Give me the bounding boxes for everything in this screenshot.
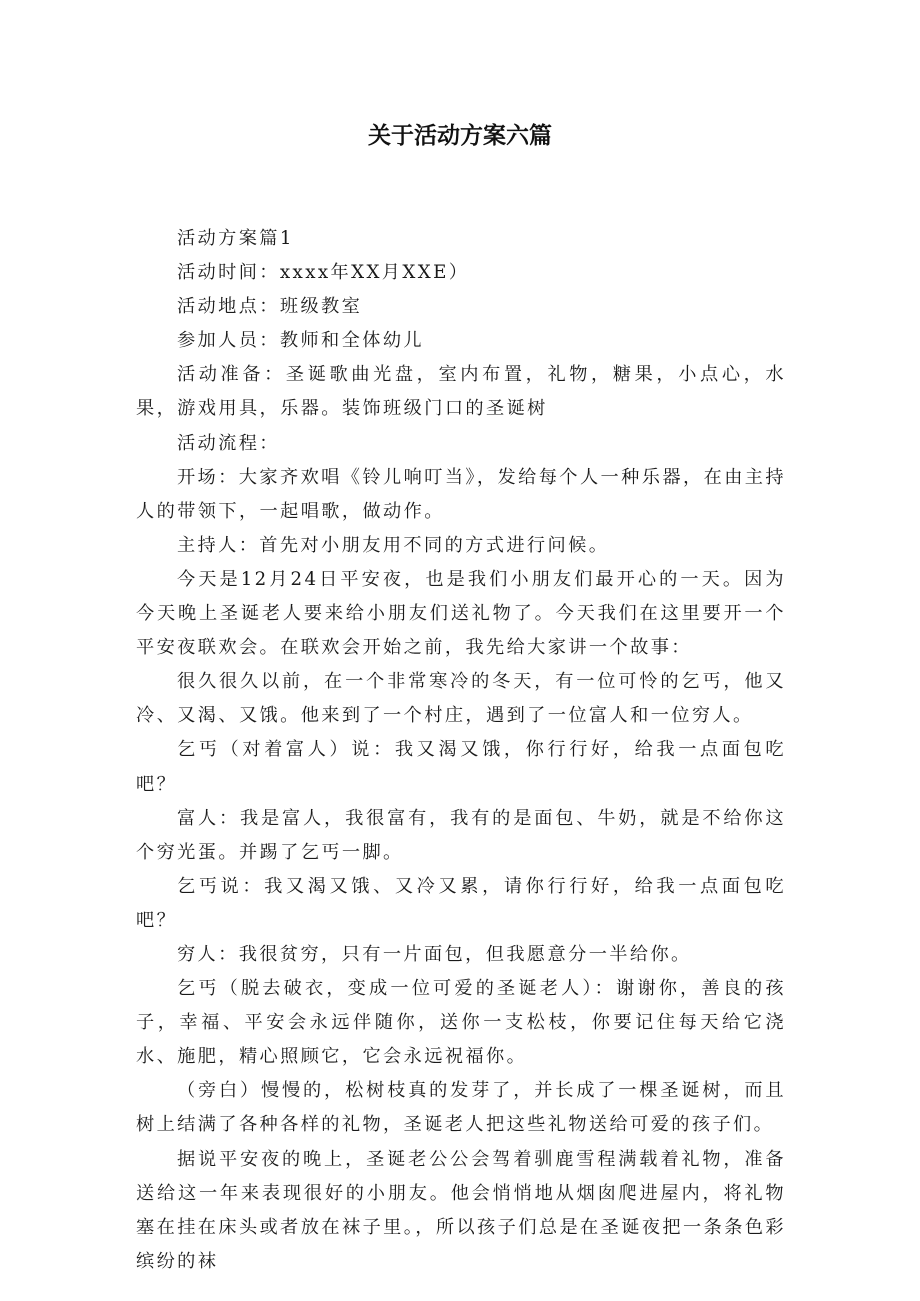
paragraph: 穷人：我很贫穷，只有一片面包，但我愿意分一半给你。 <box>176 943 692 965</box>
paragraph-preparation: 活动准备：圣诞歌曲光盘，室内布置，礼物，糖果，小点心，水果，游戏用具，乐器。装饰班级门口的圣诞树 <box>136 364 786 420</box>
paragraph: 富人：我是富人，我很富有，我有的是面包、牛奶，就是不给你这个穷光蛋。并踢了乞丐一脚。 <box>136 807 786 863</box>
paragraph-process-heading: 活动流程： <box>176 432 280 454</box>
document-title: 关于活动方案六篇 <box>368 123 552 149</box>
paragraph: 据说平安夜的晚上，圣诞老公公会驾着驯鹿雪程满载着礼物，准备送给这一年来表现很好的小朋友。他会悄悄地从烟囱爬进屋内，将礼物塞在挂在床头或者放在袜子里。，所以孩子们总是在圣诞夜把一条条色彩缤纷的袜 <box>136 1148 786 1272</box>
paragraph: 很久很久以前，在一个非常寒冷的冬天，有一位可怜的乞丐，他又冷、又渴、又饿。他来到了一个村庄，遇到了一位富人和一位穷人。 <box>136 671 786 727</box>
paragraph-activity-location: 活动地点：班级教室 <box>176 296 363 318</box>
paragraph-participants: 参加人员：教师和全体幼儿 <box>176 330 424 352</box>
paragraph: 今天是12月24日平安夜，也是我们小朋友们最开心的一天。因为今天晚上圣诞老人要来给小朋友们送礼物了。今天我们在这里要开一个平安夜联欢会。在联欢会开始之前，我先给大家讲一个故事： <box>136 568 786 659</box>
section-heading: 活动方案篇1 <box>176 228 294 249</box>
paragraph-activity-time: 活动时间：xxxx年XX月XXE） <box>176 262 470 284</box>
paragraph: （旁白）慢慢的，松树枝真的发芽了，并长成了一棵圣诞树，而且树上结满了各种各样的礼物，圣诞老人把这些礼物送给可爱的孩子们。 <box>136 1080 786 1136</box>
paragraph: 主持人：首先对小朋友用不同的方式进行问候。 <box>176 534 610 556</box>
paragraph: 乞丐（脱去破衣，变成一位可爱的圣诞老人）：谢谢你，善良的孩子，幸福、平安会永远伴随你，送你一支松枝，你要记住每天给它浇水、施肥，精心照顾它，它会永远祝福你。 <box>136 978 786 1068</box>
paragraph: 开场：大家齐欢唱《铃儿响叮当》，发给每个人一种乐器，在由主持人的带领下，一起唱歌，做动作。 <box>136 466 786 522</box>
document-body <box>136 222 786 1279</box>
paragraph: 乞丐（对着富人）说：我又渴又饿，你行行好，给我一点面包吃吧？ <box>136 739 786 795</box>
paragraph: 乞丐说：我又渴又饿、又冷又累，请你行行好，给我一点面包吃吧？ <box>136 875 786 931</box>
